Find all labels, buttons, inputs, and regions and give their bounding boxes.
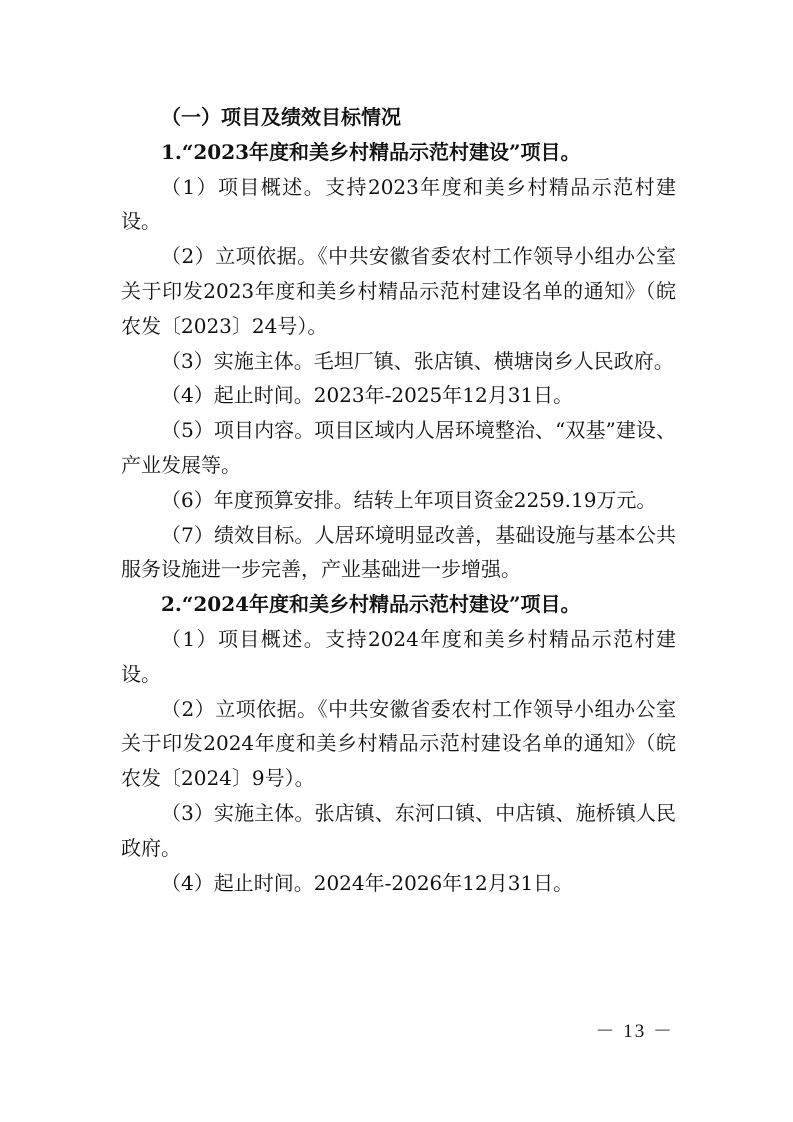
project-2-period: （4）起止时间。2024年-2026年12月31日。	[161, 870, 574, 895]
project-1-overview: （1）项目概述。支持2023年度和美乡村精品示范村建设。	[121, 174, 676, 234]
project-2-basis: （2）立项依据。《中共安徽省委农村工作领导小组办公室关于印发2024年度和美乡村精品示范村建设名单的通知》（皖农发〔2024〕9号）。	[121, 696, 676, 791]
section-heading: （一）项目及绩效目标情况	[161, 105, 401, 129]
project-1-title: 1.“2023年度和美乡村精品示范村建设”项目。	[161, 139, 581, 164]
project-1-content: （5）项目内容。项目区域内人居环境整治、“双基”建设、产业发展等。	[121, 418, 676, 477]
project-2-implementer: （3）实施主体。张店镇、东河口镇、中店镇、施桥镇人民政府。	[121, 800, 676, 860]
page-number: － 13 －	[595, 1021, 674, 1042]
project-1-period: （4）起止时间。2023年-2025年12月31日。	[161, 383, 574, 408]
project-1-goal: （7）绩效目标。人居环境明显改善，基础设施与基本公共服务设施进一步完善，产业基础进一步增强。	[121, 522, 676, 582]
project-1-implementer: （3）实施主体。毛坦厂镇、张店镇、横塘岗乡人民政府。	[161, 348, 674, 373]
project-1-basis: （2）立项依据。《中共安徽省委农村工作领导小组办公室关于印发2023年度和美乡村精品示范村建设名单的通知》（皖农发〔2023〕24号）。	[121, 244, 676, 338]
project-2-overview: （1）项目概述。支持2024年度和美乡村精品示范村建设。	[121, 626, 676, 686]
project-2-title: 2.“2024年度和美乡村精品示范村建设”项目。	[161, 592, 581, 617]
project-1-budget: （6）年度预算安排。结转上年项目资金2259.19万元。	[161, 487, 657, 512]
document-body	[121, 100, 676, 900]
